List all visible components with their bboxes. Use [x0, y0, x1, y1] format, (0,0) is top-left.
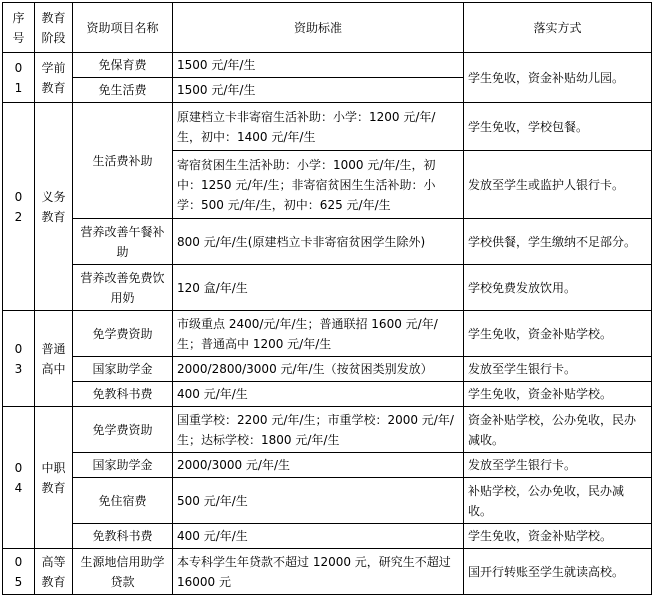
item-name: 免教科书费	[73, 524, 173, 549]
item-method: 发放至学生或监护人银行卡。	[464, 151, 652, 219]
item-method: 学生免收，资金补贴学校。	[464, 382, 652, 407]
item-name: 免学费资助	[73, 311, 173, 357]
item-method: 发放至学生银行卡。	[464, 453, 652, 478]
item-method: 发放至学生银行卡。	[464, 357, 652, 382]
item-standard: 国重学校：2200 元/年/生；市重学校：2000 元/年/生；达标学校：1800 元/年/生	[173, 407, 464, 453]
header-row	[3, 3, 652, 53]
table-row	[3, 549, 652, 595]
row-stage: 高等 教育	[35, 549, 73, 595]
item-name: 免住宿费	[73, 478, 173, 524]
item-name: 免生活费	[73, 78, 173, 103]
row-stage: 义务 教育	[35, 103, 73, 311]
table-row	[3, 382, 652, 407]
subsidy-table	[2, 2, 652, 595]
item-method: 资金补贴学校，公办免收，民办减收。	[464, 407, 652, 453]
item-method: 学校免费发放饮用。	[464, 265, 652, 311]
row-seq: 0 2	[3, 103, 35, 311]
item-name: 生活费补助	[73, 103, 173, 219]
item-standard: 寄宿贫困生生活补助：小学：1000 元/年/生，初中：1250 元/年/生；非寄宿贫困生生活补助：小学：500 元/年/生，初中：625 元/年/生	[173, 151, 464, 219]
table-row	[3, 357, 652, 382]
item-standard: 800 元/年/生(原建档立卡非寄宿贫困学生除外)	[173, 219, 464, 265]
table-row	[3, 407, 652, 453]
item-name: 国家助学金	[73, 453, 173, 478]
item-name: 营养改善免费饮用奶	[73, 265, 173, 311]
table-row	[3, 53, 652, 78]
table-row	[3, 265, 652, 311]
table-row	[3, 103, 652, 151]
item-method: 学生免收，资金补贴幼儿园。	[464, 53, 652, 103]
item-name: 免保育费	[73, 53, 173, 78]
item-standard: 1500 元/年/生	[173, 53, 464, 78]
header-stage: 教育 阶段	[35, 3, 73, 53]
item-standard: 市级重点 2400/元/年/生；普通联招 1600 元/年/生；普通高中 1200 元/年/生	[173, 311, 464, 357]
item-name: 国家助学金	[73, 357, 173, 382]
header-method: 落实方式	[464, 3, 652, 53]
item-standard: 400 元/年/生	[173, 382, 464, 407]
header-standard: 资助标准	[173, 3, 464, 53]
item-method: 学生免收，学校包餐。	[464, 103, 652, 151]
table-row	[3, 478, 652, 524]
table-row	[3, 524, 652, 549]
item-method: 学生免收，资金补贴学校。	[464, 311, 652, 357]
row-seq: 0 1	[3, 53, 35, 103]
row-stage: 普通 高中	[35, 311, 73, 407]
row-seq: 0 3	[3, 311, 35, 407]
item-name: 营养改善午餐补助	[73, 219, 173, 265]
item-standard: 1500 元/年/生	[173, 78, 464, 103]
item-standard: 2000/3000 元/年/生	[173, 453, 464, 478]
item-standard: 120 盒/年/生	[173, 265, 464, 311]
row-seq: 0 4	[3, 407, 35, 549]
item-standard: 500 元/年/生	[173, 478, 464, 524]
item-method: 补贴学校，公办免收，民办减收。	[464, 478, 652, 524]
item-method: 国开行转账至学生就读高校。	[464, 549, 652, 595]
item-standard: 2000/2800/3000 元/年/生（按贫困类别发放）	[173, 357, 464, 382]
table-row	[3, 219, 652, 265]
item-standard: 400 元/年/生	[173, 524, 464, 549]
item-method: 学校供餐，学生缴纳不足部分。	[464, 219, 652, 265]
item-name: 免学费资助	[73, 407, 173, 453]
item-name: 生源地信用助学贷款	[73, 549, 173, 595]
row-stage: 中职 教育	[35, 407, 73, 549]
row-seq: 0 5	[3, 549, 35, 595]
item-standard: 原建档立卡非寄宿生活补助：小学：1200 元/年/生，初中：1400 元/年/生	[173, 103, 464, 151]
item-name: 免教科书费	[73, 382, 173, 407]
table-row	[3, 311, 652, 357]
item-method: 学生免收，资金补贴学校。	[464, 524, 652, 549]
header-seq: 序 号	[3, 3, 35, 53]
table-row	[3, 453, 652, 478]
row-stage: 学前 教育	[35, 53, 73, 103]
header-item: 资助项目名称	[73, 3, 173, 53]
item-standard: 本专科学生年贷款不超过 12000 元，研究生不超过 16000 元	[173, 549, 464, 595]
